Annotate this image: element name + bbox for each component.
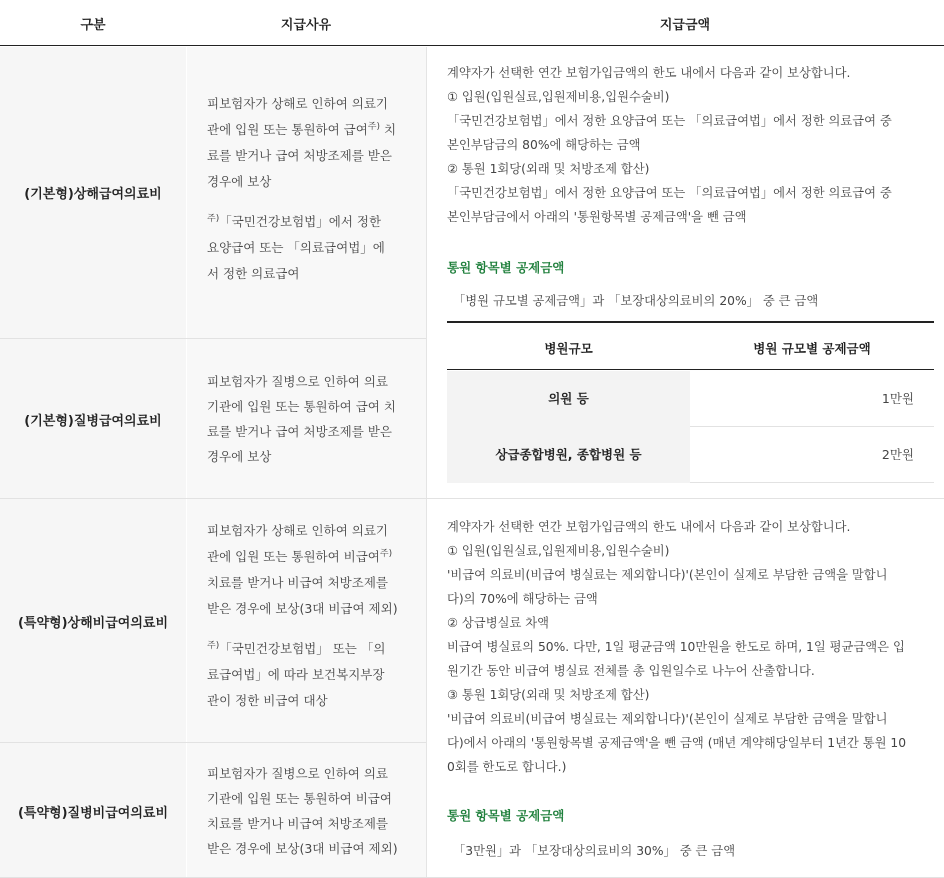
footnote-line: 「국민건강보험법」에서 정한 bbox=[219, 214, 382, 229]
footnote-mark: 주) bbox=[367, 121, 381, 132]
amount-line: 계약자가 선택한 연간 보험가입금액의 한도 내에서 다음과 같이 보상합니다. bbox=[447, 66, 851, 80]
deduction-table bbox=[447, 321, 934, 483]
reason-special-disease bbox=[207, 761, 407, 861]
category-basic-injury: (기본형)상해급여의료비 bbox=[24, 187, 162, 202]
amount-line: 0회를 한도로 합니다.) bbox=[447, 760, 567, 774]
amount-line: ① 입원(입원실료,입원제비용,입원수술비) bbox=[447, 544, 670, 558]
amount-line: ① 입원(입원실료,입원제비용,입원수술비) bbox=[447, 90, 670, 104]
table-row bbox=[447, 427, 934, 483]
header-hospital-size: 병원규모 bbox=[544, 341, 593, 356]
row-divider bbox=[0, 338, 426, 339]
footnote-mark: 주) bbox=[379, 548, 393, 559]
amount-line: ③ 통원 1회당(외래 및 처방조제 합산) bbox=[447, 688, 650, 702]
header-amount: 지급금액 bbox=[659, 18, 711, 33]
category-column-bg bbox=[0, 47, 186, 878]
amount-line: 본인부담금의 80%에 해당하는 금액 bbox=[447, 138, 641, 152]
deduction-amount-cell: 1만원 bbox=[881, 391, 914, 406]
deduction-table-header bbox=[447, 323, 934, 370]
amount-line: 계약자가 선택한 연간 보험가입금액의 한도 내에서 다음과 같이 보상합니다. bbox=[447, 520, 851, 534]
reason-line: 경우에 보상 bbox=[207, 174, 272, 189]
deduction-title-special: 통원 항목별 공제금액 bbox=[447, 808, 565, 823]
hospital-size-cell: 상급종합병원, 종합병원 등 bbox=[447, 427, 690, 483]
amount-line: 「국민건강보험법」에서 정한 요양급여 또는 「의료급여법」에서 정한 의료급여 중 bbox=[447, 114, 892, 128]
reason-line: 기관에 입원 또는 통원하여 급여 치 bbox=[207, 399, 396, 414]
table-row bbox=[447, 371, 934, 427]
footnote-line: 관이 정한 비급여 대상 bbox=[207, 693, 328, 708]
deduction-title-basic: 통원 항목별 공제금액 bbox=[447, 260, 565, 275]
reason-line: 경우에 보상 bbox=[207, 449, 272, 464]
footnote-line: 「국민건강보험법」 또는 「의 bbox=[219, 641, 386, 656]
reason-line: 관에 입원 또는 통원하여 비급여 bbox=[207, 549, 380, 564]
amount-line: ② 상급병실료 차액 bbox=[447, 616, 549, 630]
row-divider bbox=[0, 742, 426, 743]
amount-line: 「국민건강보험법」에서 정한 요양급여 또는 「의료급여법」에서 정한 의료급여 중 bbox=[447, 186, 892, 200]
amount-line: '비급여 의료비(비급여 병실료는 제외합니다)'(본인이 실제로 부담한 금액을 말합니 bbox=[447, 712, 888, 726]
category-basic-disease: (기본형)질병급여의료비 bbox=[24, 414, 162, 429]
amount-line: ② 통원 1회당(외래 및 처방조제 합산) bbox=[447, 162, 650, 176]
reason-line: 피보험자가 상해로 인하여 의료기 bbox=[207, 523, 388, 538]
reason-line: 료를 받거나 급여 처방조제를 받은 bbox=[207, 148, 392, 163]
category-special-disease: (특약형)질병비급여의료비 bbox=[17, 806, 169, 821]
hospital-size-cell: 의원 등 bbox=[447, 371, 690, 427]
reason-line: 치료를 받거나 비급여 처방조제를 bbox=[207, 816, 388, 831]
reason-line: 피보험자가 질병으로 인하여 의료 bbox=[207, 374, 388, 389]
footnote-mark: 주) bbox=[207, 640, 220, 651]
reason-line: 치료를 받거나 비급여 처방조제를 bbox=[207, 575, 388, 590]
reason-line: 관에 입원 또는 통원하여 급여 bbox=[207, 122, 368, 137]
amount-line: 다)의 70%에 해당하는 금액 bbox=[447, 592, 598, 606]
footnote-line: 료급여법」에 따라 보건복지부장 bbox=[207, 667, 385, 682]
reason-line: 기관에 입원 또는 통원하여 비급여 bbox=[207, 791, 392, 806]
amount-basic-text bbox=[447, 61, 937, 229]
header-gubun: 구분 bbox=[80, 18, 106, 33]
reason-line: 받은 경우에 보상(3대 비급여 제외) bbox=[207, 601, 398, 616]
reason-basic-injury bbox=[207, 91, 407, 287]
header-deduction-amount: 병원 규모별 공제금액 bbox=[753, 341, 871, 356]
amount-line: 원기간 동안 비급여 병실료 전체를 총 입원일수로 나누어 산출합니다. bbox=[447, 664, 815, 678]
amount-line: 다)에서 아래의 '통원항목별 공제금액'을 뺀 금액 (매년 계약해당일부터 1년간 통원 10 bbox=[447, 736, 907, 750]
footnote-mark: 주) bbox=[207, 213, 220, 224]
reason-line: 료를 받거나 급여 처방조제를 받은 bbox=[207, 424, 392, 439]
amount-line: 본인부담금에서 아래의 '통원항목별 공제금액'을 뺀 금액 bbox=[447, 210, 747, 224]
amount-special-text bbox=[447, 515, 937, 779]
deduction-text-basic: 「병원 규모별 공제금액」과 「보장대상의료비의 20%」 중 큰 금액 bbox=[453, 294, 819, 308]
section-divider bbox=[0, 498, 944, 499]
reason-basic-disease bbox=[207, 369, 407, 469]
footnote-line: 요양급여 또는 「의료급여법」에 bbox=[207, 240, 385, 255]
amount-line: '비급여 의료비(비급여 병실료는 제외합니다)'(본인이 실제로 부담한 금액을 말합니 bbox=[447, 568, 888, 582]
deduction-text-special: 「3만원」과 「보장대상의료비의 30%」 중 큰 금액 bbox=[453, 844, 736, 858]
reason-line: 치 bbox=[384, 122, 397, 137]
reason-line: 피보험자가 상해로 인하여 의료기 bbox=[207, 96, 388, 111]
deduction-amount-cell: 2만원 bbox=[881, 447, 914, 462]
header-reason: 지급사유 bbox=[280, 18, 332, 33]
reason-line: 피보험자가 질병으로 인하여 의료 bbox=[207, 766, 388, 781]
footnote-line: 서 정한 의료급여 bbox=[207, 266, 300, 281]
reason-line: 받은 경우에 보상(3대 비급여 제외) bbox=[207, 841, 398, 856]
category-special-injury: (특약형)상해비급여의료비 bbox=[17, 616, 169, 631]
reason-special-injury bbox=[207, 518, 407, 714]
table-header bbox=[0, 0, 944, 46]
amount-line: 비급여 병실료의 50%. 다만, 1일 평균금액 10만원을 한도로 하며, 1일 평균금액은 입 bbox=[447, 640, 905, 654]
